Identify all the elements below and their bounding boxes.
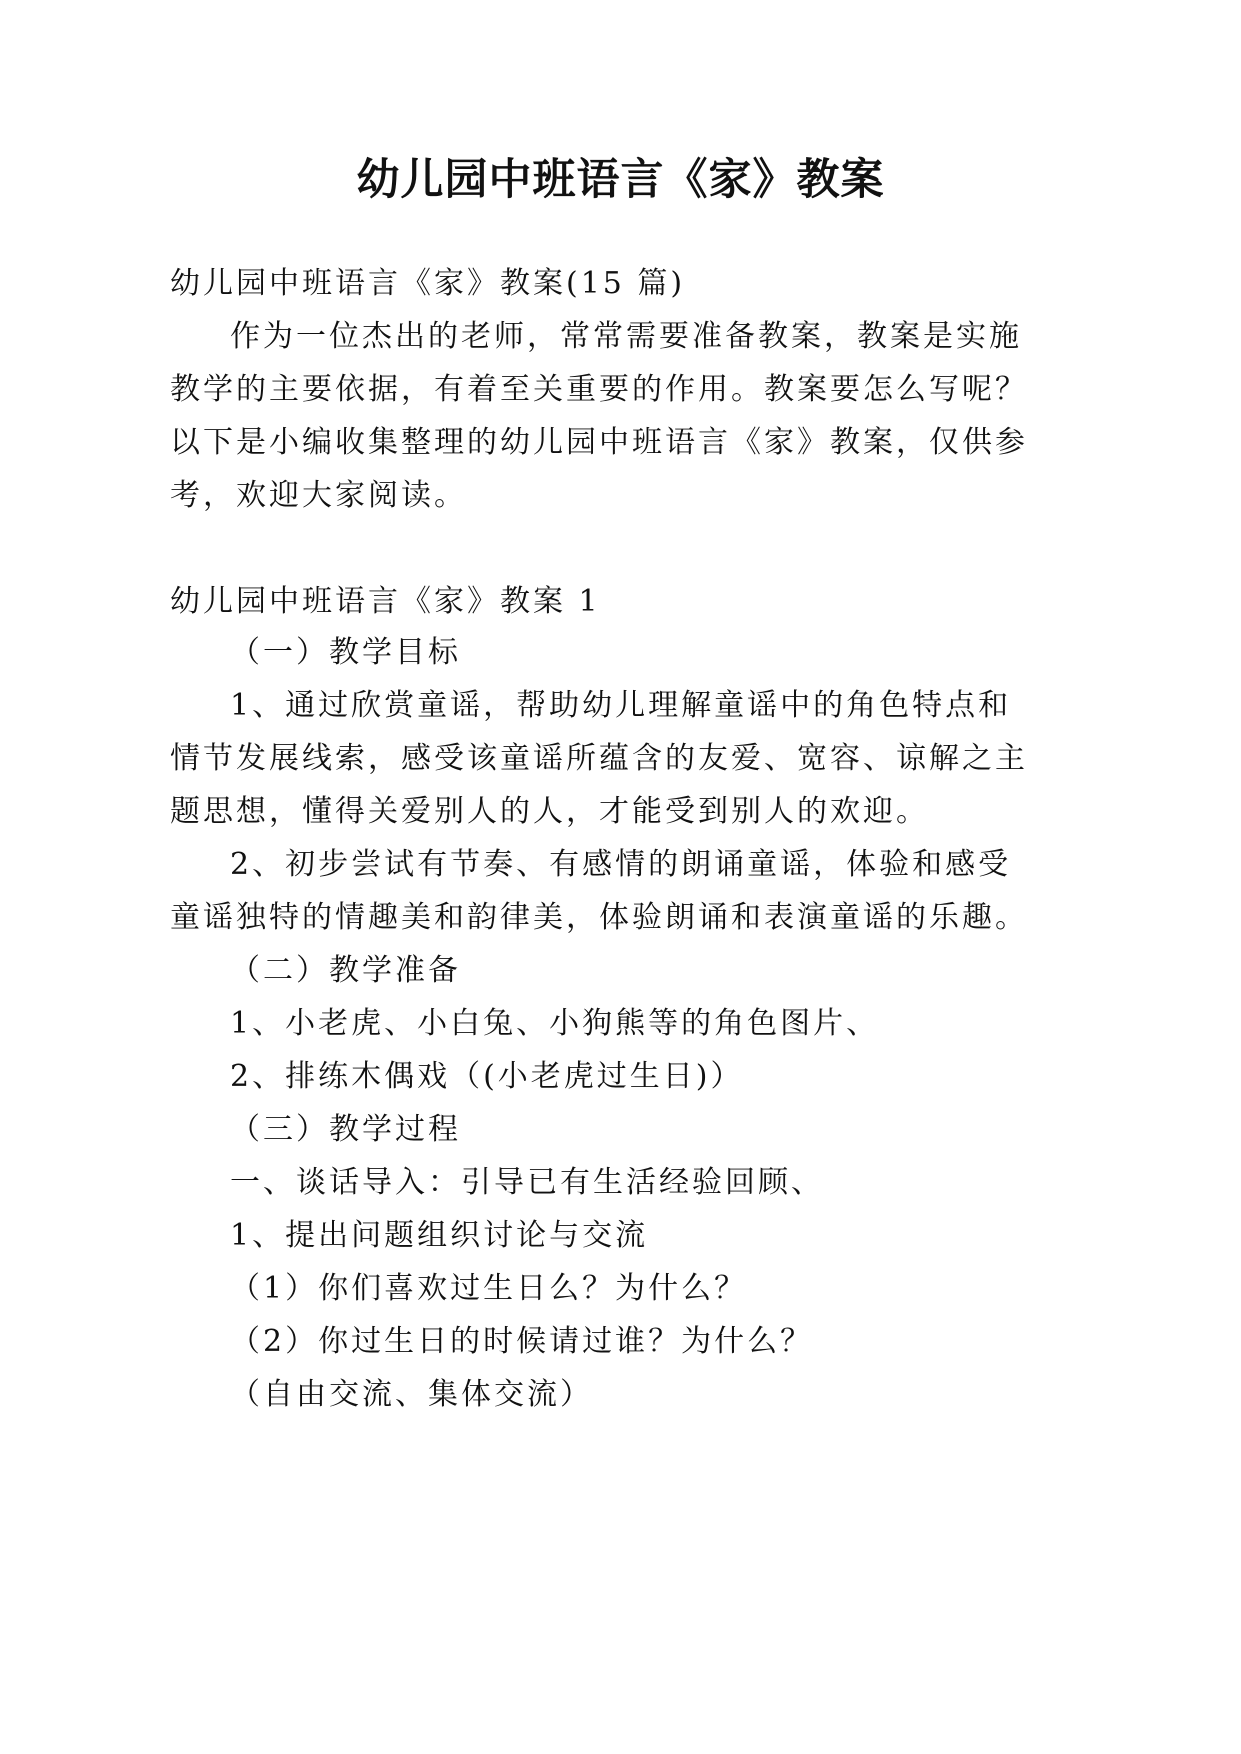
section-heading: 幼儿园中班语言《家》教案 1 (170, 584, 601, 619)
intro-line-4: 考，欢迎大家阅读。 (170, 478, 467, 513)
body-line-3: 情节发展线索，感受该童谣所蕴含的友爱、宽容、谅解之主 (170, 741, 1028, 776)
body-line-5: 2、初步尝试有节奏、有感情的朗诵童谣，体验和感受 (230, 847, 1012, 882)
intro-line-2: 教学的主要依据，有着至关重要的作用。教案要怎么写呢？ (170, 372, 1028, 407)
body-line-7: （二）教学准备 (230, 953, 461, 988)
intro-line-1: 作为一位杰出的老师，常常需要准备教案，教案是实施 (230, 319, 1022, 354)
intro-line-3: 以下是小编收集整理的幼儿园中班语言《家》教案，仅供参 (170, 425, 1028, 460)
body-line-10: （三）教学过程 (230, 1112, 461, 1147)
body-line-4: 题思想，懂得关爱别人的人，才能受到别人的欢迎。 (170, 794, 929, 829)
document-title: 幼儿园中班语言《家》教案 (356, 155, 885, 205)
body-line-1: （一）教学目标 (230, 635, 461, 670)
body-line-15: （自由交流、集体交流） (230, 1377, 593, 1412)
body-line-2: 1、通过欣赏童谣，帮助幼儿理解童谣中的角色特点和 (230, 688, 1012, 723)
body-line-14: （2）你过生日的时候请过谁？为什么？ (230, 1324, 814, 1359)
body-line-13: （1）你们喜欢过生日么？为什么？ (230, 1271, 748, 1306)
body-line-6: 童谣独特的情趣美和韵律美，体验朗诵和表演童谣的乐趣。 (170, 900, 1028, 935)
document-subtitle: 幼儿园中班语言《家》教案(15 篇) (170, 266, 686, 301)
body-line-8: 1、小老虎、小白兔、小狗熊等的角色图片、 (230, 1006, 880, 1041)
body-line-12: 1、提出问题组织讨论与交流 (230, 1218, 649, 1253)
body-line-9: 2、排练木偶戏（(小老虎过生日)） (230, 1059, 744, 1094)
body-line-11: 一、谈话导入：引导已有生活经验回顾、 (230, 1165, 824, 1200)
